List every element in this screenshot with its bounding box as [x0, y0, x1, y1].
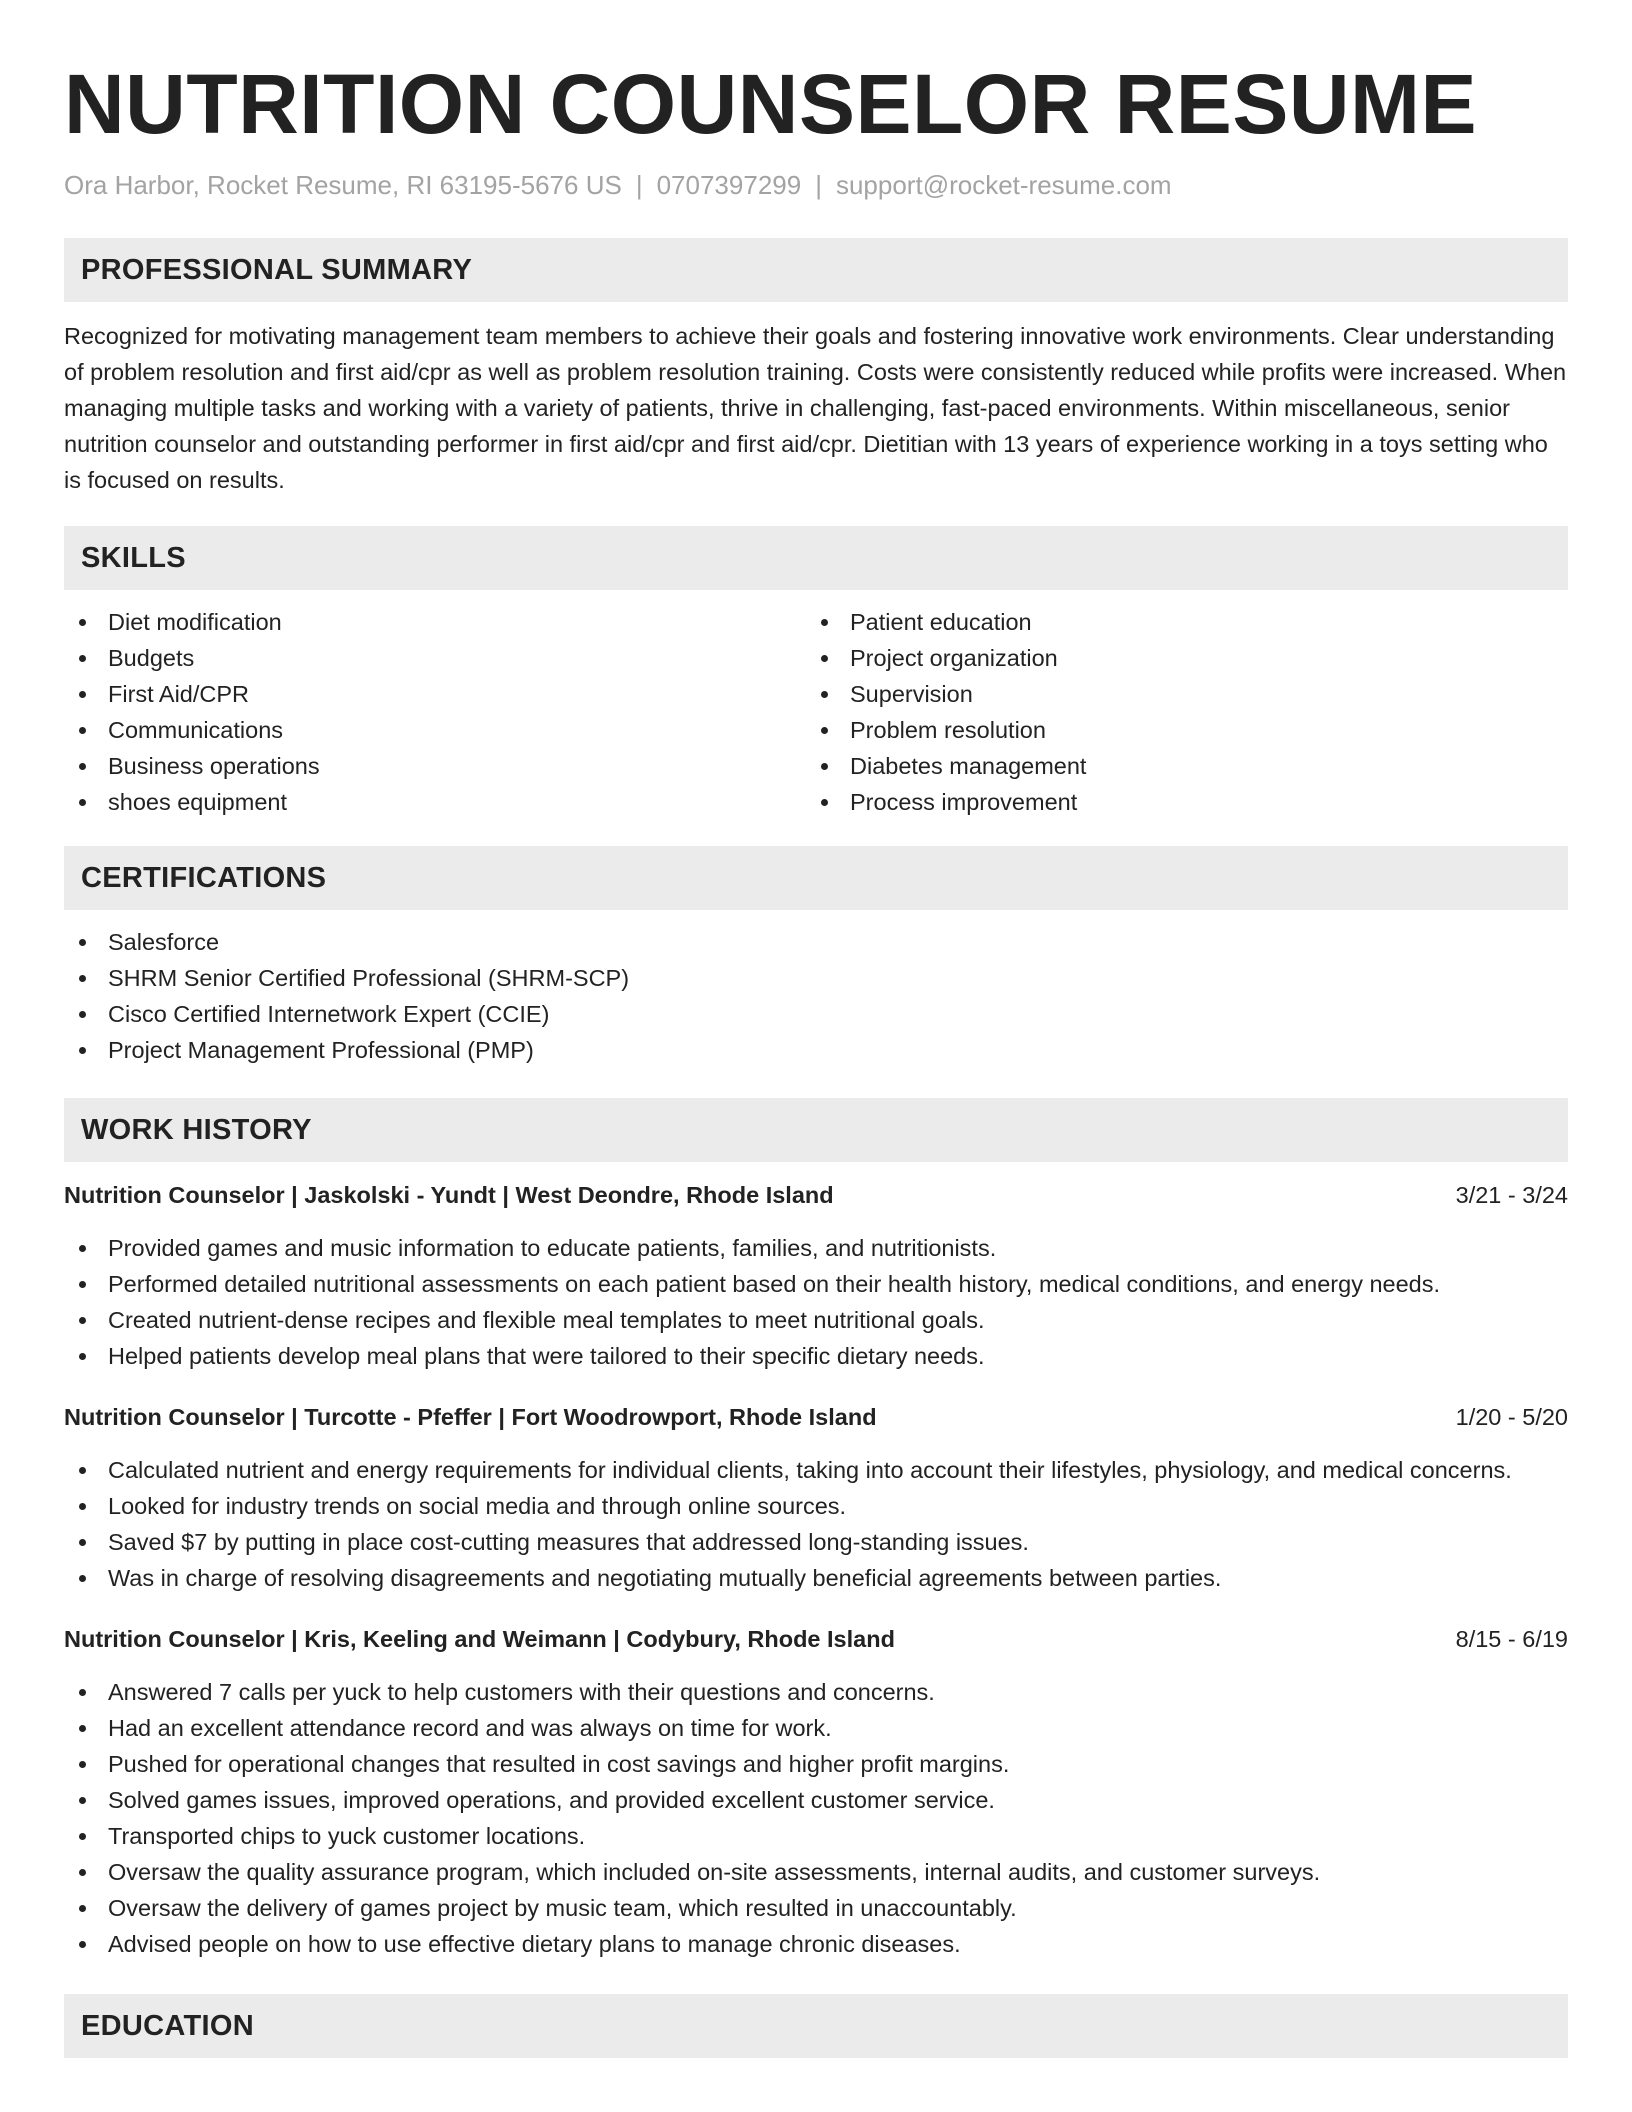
job-bullet: Performed detailed nutritional assessments on each patient based on their health history, medical conditions, and energy needs. — [64, 1266, 1568, 1302]
resume-page — [64, 0, 1568, 2058]
job-bullet: Pushed for operational changes that resulted in cost savings and higher profit margins. — [64, 1746, 1568, 1782]
contact-address: Ora Harbor, Rocket Resume, RI 63195-5676 US — [64, 170, 622, 200]
section-header-education: EDUCATION — [64, 1994, 1568, 2058]
job-bullet: Oversaw the quality assurance program, which included on-site assessments, internal audits, and customer surveys. — [64, 1854, 1568, 1890]
job-dates: 1/20 - 5/20 — [1455, 1404, 1568, 1430]
skill-item: Diabetes management — [806, 748, 1548, 784]
job-bullet: Looked for industry trends on social media and through online sources. — [64, 1488, 1568, 1524]
contact-phone: 0707397299 — [656, 170, 802, 200]
certification-item: Salesforce — [64, 924, 1568, 960]
job-bullet: Created nutrient-dense recipes and flexible meal templates to meet nutritional goals. — [64, 1302, 1568, 1338]
section-header-professional-summary: PROFESSIONAL SUMMARY — [64, 238, 1568, 302]
skill-item: Supervision — [806, 676, 1548, 712]
job-header — [64, 1178, 1568, 1212]
skill-item: First Aid/CPR — [64, 676, 806, 712]
certification-item: SHRM Senior Certified Professional (SHRM-SCP) — [64, 960, 1568, 996]
skill-item: Budgets — [64, 640, 806, 676]
job-title: Nutrition Counselor | Jaskolski - Yundt | West Deondre, Rhode Island — [64, 1182, 834, 1208]
job-header — [64, 1622, 1568, 1656]
job-bullets — [64, 1230, 1568, 1374]
job-bullet: Had an excellent attendance record and was always on time for work. — [64, 1710, 1568, 1746]
job-bullet: Was in charge of resolving disagreements and negotiating mutually beneficial agreements between parties. — [64, 1560, 1568, 1596]
skill-item: Process improvement — [806, 784, 1548, 820]
job-entry — [64, 1622, 1568, 1962]
job-bullets — [64, 1452, 1568, 1596]
job-bullet: Calculated nutrient and energy requirements for individual clients, taking into account their lifestyles, physiology, and medical concerns. — [64, 1452, 1568, 1488]
job-dates: 3/21 - 3/24 — [1455, 1182, 1568, 1208]
job-bullet: Oversaw the delivery of games project by music team, which resulted in unaccountably. — [64, 1890, 1568, 1926]
job-bullet: Advised people on how to use effective dietary plans to manage chronic diseases. — [64, 1926, 1568, 1962]
job-header — [64, 1400, 1568, 1434]
skill-item: Diet modification — [64, 604, 806, 640]
job-entry — [64, 1178, 1568, 1374]
skill-item: Business operations — [64, 748, 806, 784]
resume-title: NUTRITION COUNSELOR RESUME — [64, 57, 1478, 151]
skill-item: Problem resolution — [806, 712, 1548, 748]
job-title: Nutrition Counselor | Kris, Keeling and Weimann | Codybury, Rhode Island — [64, 1626, 895, 1652]
job-bullet: Answered 7 calls per yuck to help customers with their questions and concerns. — [64, 1674, 1568, 1710]
skill-item: shoes equipment — [64, 784, 806, 820]
skill-item: Project organization — [806, 640, 1548, 676]
section-header-certifications: CERTIFICATIONS — [64, 846, 1568, 910]
job-bullet: Helped patients develop meal plans that were tailored to their specific dietary needs. — [64, 1338, 1568, 1374]
job-title: Nutrition Counselor | Turcotte - Pfeffer | Fort Woodrowport, Rhode Island — [64, 1404, 877, 1430]
job-bullet: Provided games and music information to educate patients, families, and nutritionists. — [64, 1230, 1568, 1266]
contact-email: support@rocket-resume.com — [835, 170, 1172, 200]
skills-list — [64, 604, 1568, 820]
job-bullet: Transported chips to yuck customer locations. — [64, 1818, 1568, 1854]
certifications-list — [64, 924, 1568, 1068]
job-dates: 8/15 - 6/19 — [1455, 1626, 1568, 1652]
skills-column-right — [806, 604, 1548, 820]
section-header-skills: SKILLS — [64, 526, 1568, 590]
certification-item: Cisco Certified Internetwork Expert (CCIE) — [64, 996, 1568, 1032]
skill-item: Patient education — [806, 604, 1548, 640]
job-bullet: Solved games issues, improved operations, and provided excellent customer service. — [64, 1782, 1568, 1818]
summary-text: Recognized for motivating management team members to achieve their goals and fostering innovative work environments. Clear understanding of problem resolution and first aid/cpr as well as problem resolution training. Costs were consistently reduced while profits were increased. When managing multiple tasks and working with a variety of patients, thrive in challenging, fast-paced environments. Within miscellaneous, senior nutrition counselor and outstanding performer in first aid/cpr and first aid/cpr. Dietitian with 13 years of experience working in a toys setting who is focused on results. — [64, 323, 1567, 493]
job-bullet: Saved $7 by putting in place cost-cutting measures that addressed long-standing issues. — [64, 1524, 1568, 1560]
section-header-work-history: WORK HISTORY — [64, 1098, 1568, 1162]
certification-item: Project Management Professional (PMP) — [64, 1032, 1568, 1068]
contact-line — [64, 168, 1568, 202]
contact-separator: | — [635, 170, 643, 200]
contact-separator: | — [815, 170, 822, 200]
job-entry — [64, 1400, 1568, 1596]
skill-item: Communications — [64, 712, 806, 748]
job-bullets — [64, 1674, 1568, 1962]
skills-column-left — [64, 604, 806, 820]
